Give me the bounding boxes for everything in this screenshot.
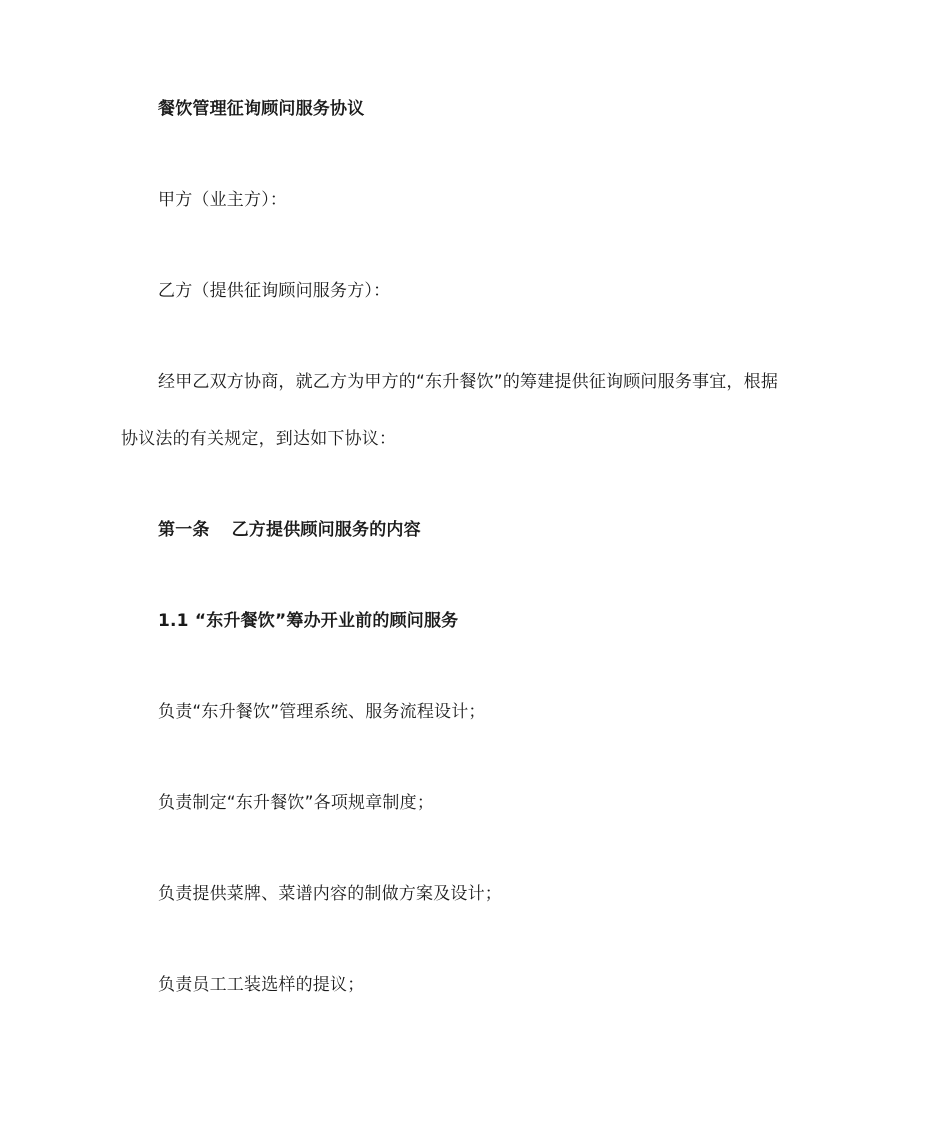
section-1-1-heading: 1.1 “东升餐饮”筹办开业前的顾问服务 <box>158 611 459 631</box>
party-b-line: 乙方（提供征询顾问服务方）： <box>158 281 391 301</box>
list-item: 负责提供菜牌、菜谱内容的制做方案及设计； <box>158 884 502 904</box>
intro-paragraph-line-2: 协议法的有关规定，到达如下协议： <box>121 429 397 449</box>
article-1-heading <box>158 518 421 542</box>
article-1-number: 第一条 <box>158 520 210 540</box>
article-1-title: 乙方提供顾问服务的内容 <box>231 520 421 540</box>
document-title: 餐饮管理征询顾问服务协议 <box>158 99 365 119</box>
list-item: 负责“东升餐饮”管理系统、服务流程设计； <box>158 702 486 722</box>
list-item: 负责制定“东升餐饮”各项规章制度； <box>158 793 435 813</box>
list-item: 负责员工工装选样的提议； <box>158 975 365 995</box>
party-a-line: 甲方（业主方）： <box>158 190 288 210</box>
intro-paragraph-line-1: 经甲乙双方协商，就乙方为甲方的“东升餐饮”的筹建提供征询顾问服务事宜，根据 <box>158 372 779 392</box>
